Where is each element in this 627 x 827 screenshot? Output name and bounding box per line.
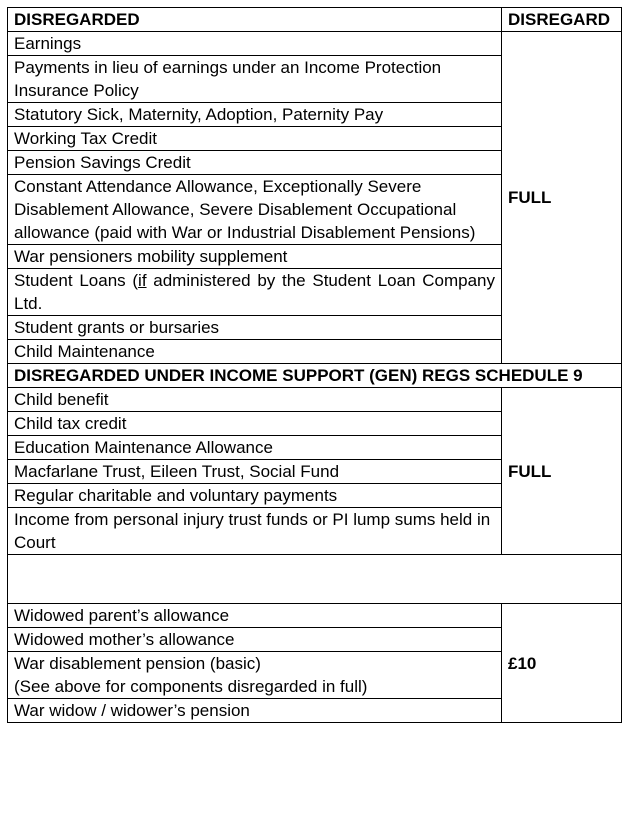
table-row bbox=[8, 32, 622, 56]
list-item: Widowed mother’s allowance bbox=[8, 628, 502, 652]
list-item: Student grants or bursaries bbox=[8, 316, 502, 340]
disregard-full-2: FULL bbox=[502, 388, 622, 555]
list-item: Child tax credit bbox=[8, 412, 502, 436]
list-item: War pensioners mobility supplement bbox=[8, 245, 502, 269]
disregard-ten-pounds: £10 bbox=[502, 604, 622, 723]
list-item: Earnings bbox=[8, 32, 502, 56]
header-disregard: DISREGARD bbox=[502, 8, 622, 32]
blank-cell bbox=[8, 555, 622, 604]
list-item: Income from personal injury trust funds or PI lump sums held in Court bbox=[8, 508, 502, 555]
student-loans-text-end: administered by the Student Loan Company Ltd. bbox=[14, 271, 496, 313]
list-item: Education Maintenance Allowance bbox=[8, 436, 502, 460]
section-heading-row bbox=[8, 364, 622, 388]
table-row bbox=[8, 388, 622, 412]
list-item: Statutory Sick, Maternity, Adoption, Paternity Pay bbox=[8, 103, 502, 127]
disregard-full-1: FULL bbox=[502, 32, 622, 364]
student-loans-text: Student Loans ( bbox=[14, 271, 139, 290]
list-item-war-pension bbox=[8, 652, 502, 699]
list-item: Regular charitable and voluntary payments bbox=[8, 484, 502, 508]
list-item: Widowed parent’s allowance bbox=[8, 604, 502, 628]
header-row bbox=[8, 8, 622, 32]
list-item: Constant Attendance Allowance, Exceptionally Severe Disablement Allowance, Severe Disablement Occupational allowance (paid with War or Industrial Disablement Pensions) bbox=[8, 175, 502, 245]
section-heading: DISREGARDED UNDER INCOME SUPPORT (GEN) REGS SCHEDULE 9 bbox=[8, 364, 622, 388]
list-item: War widow / widower’s pension bbox=[8, 699, 502, 723]
student-loans-if: if bbox=[138, 271, 147, 290]
table-row bbox=[8, 604, 622, 628]
blank-row bbox=[8, 555, 622, 604]
list-item: Pension Savings Credit bbox=[8, 151, 502, 175]
list-item: Payments in lieu of earnings under an Income Protection Insurance Policy bbox=[8, 56, 502, 103]
list-item: Working Tax Credit bbox=[8, 127, 502, 151]
disregard-table bbox=[7, 7, 622, 723]
war-pension-note: (See above for components disregarded in full) bbox=[14, 677, 368, 696]
list-item: Child Maintenance bbox=[8, 340, 502, 364]
war-pension-line: War disablement pension (basic) bbox=[14, 654, 261, 673]
list-item: Child benefit bbox=[8, 388, 502, 412]
list-item: Macfarlane Trust, Eileen Trust, Social Fund bbox=[8, 460, 502, 484]
list-item-student-loans bbox=[8, 269, 502, 316]
header-disregarded: DISREGARDED bbox=[8, 8, 502, 32]
